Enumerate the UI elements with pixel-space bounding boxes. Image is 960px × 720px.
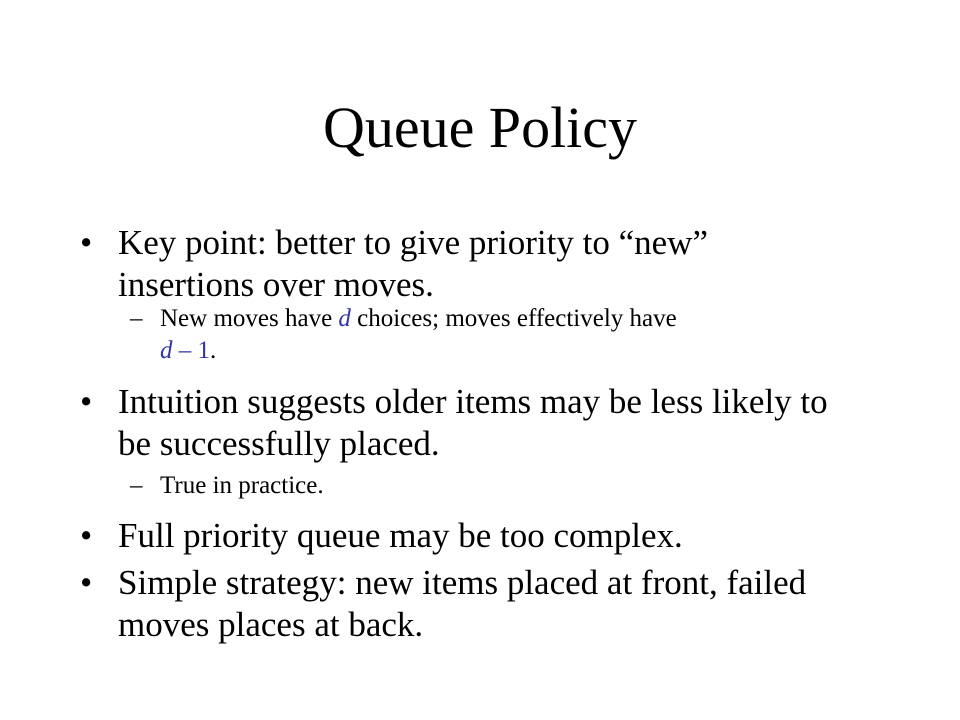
bullet-item-1 <box>80 222 918 306</box>
bullet-item-3 <box>80 515 918 557</box>
sub-item-2-1 <box>130 470 880 502</box>
bullet-3-line-1: Full priority queue may be too complex. <box>118 516 683 555</box>
bullet-2-line-2: be successfully placed. <box>118 424 440 463</box>
minus-one: – 1 <box>172 337 210 364</box>
dash-glyph: – <box>130 472 143 499</box>
bullet-glyph: • <box>80 382 93 421</box>
bullet-glyph: • <box>80 563 93 602</box>
variable-d: d <box>338 305 351 332</box>
bullet-glyph: • <box>80 223 93 262</box>
sub-1-1-line-1 <box>160 303 880 335</box>
bullet-2-line-1: Intuition suggests older items may be less likely to <box>118 382 828 421</box>
sub-item-1-1 <box>130 303 880 367</box>
sub-1-1-line-2 <box>160 335 880 367</box>
sub-1-1-text-b: choices; moves effectively have <box>350 305 677 332</box>
dash-glyph: – <box>130 305 143 332</box>
bullet-item-4 <box>80 562 918 646</box>
sub-2-1-line-1: True in practice. <box>160 472 324 499</box>
bullet-1-line-1: Key point: better to give priority to “new” <box>118 223 708 262</box>
bullet-4-line-1: Simple strategy: new items placed at front, failed <box>118 563 807 602</box>
variable-d-2: d <box>160 337 173 364</box>
bullet-glyph: • <box>80 516 93 555</box>
sub-1-1-text-a: New moves have <box>160 305 339 332</box>
bullet-item-2 <box>80 381 918 465</box>
period: . <box>210 337 217 364</box>
slide-title: Queue Policy <box>322 95 638 160</box>
bullet-1-line-2: insertions over moves. <box>118 265 434 304</box>
bullet-4-line-2: moves places at back. <box>118 605 424 644</box>
